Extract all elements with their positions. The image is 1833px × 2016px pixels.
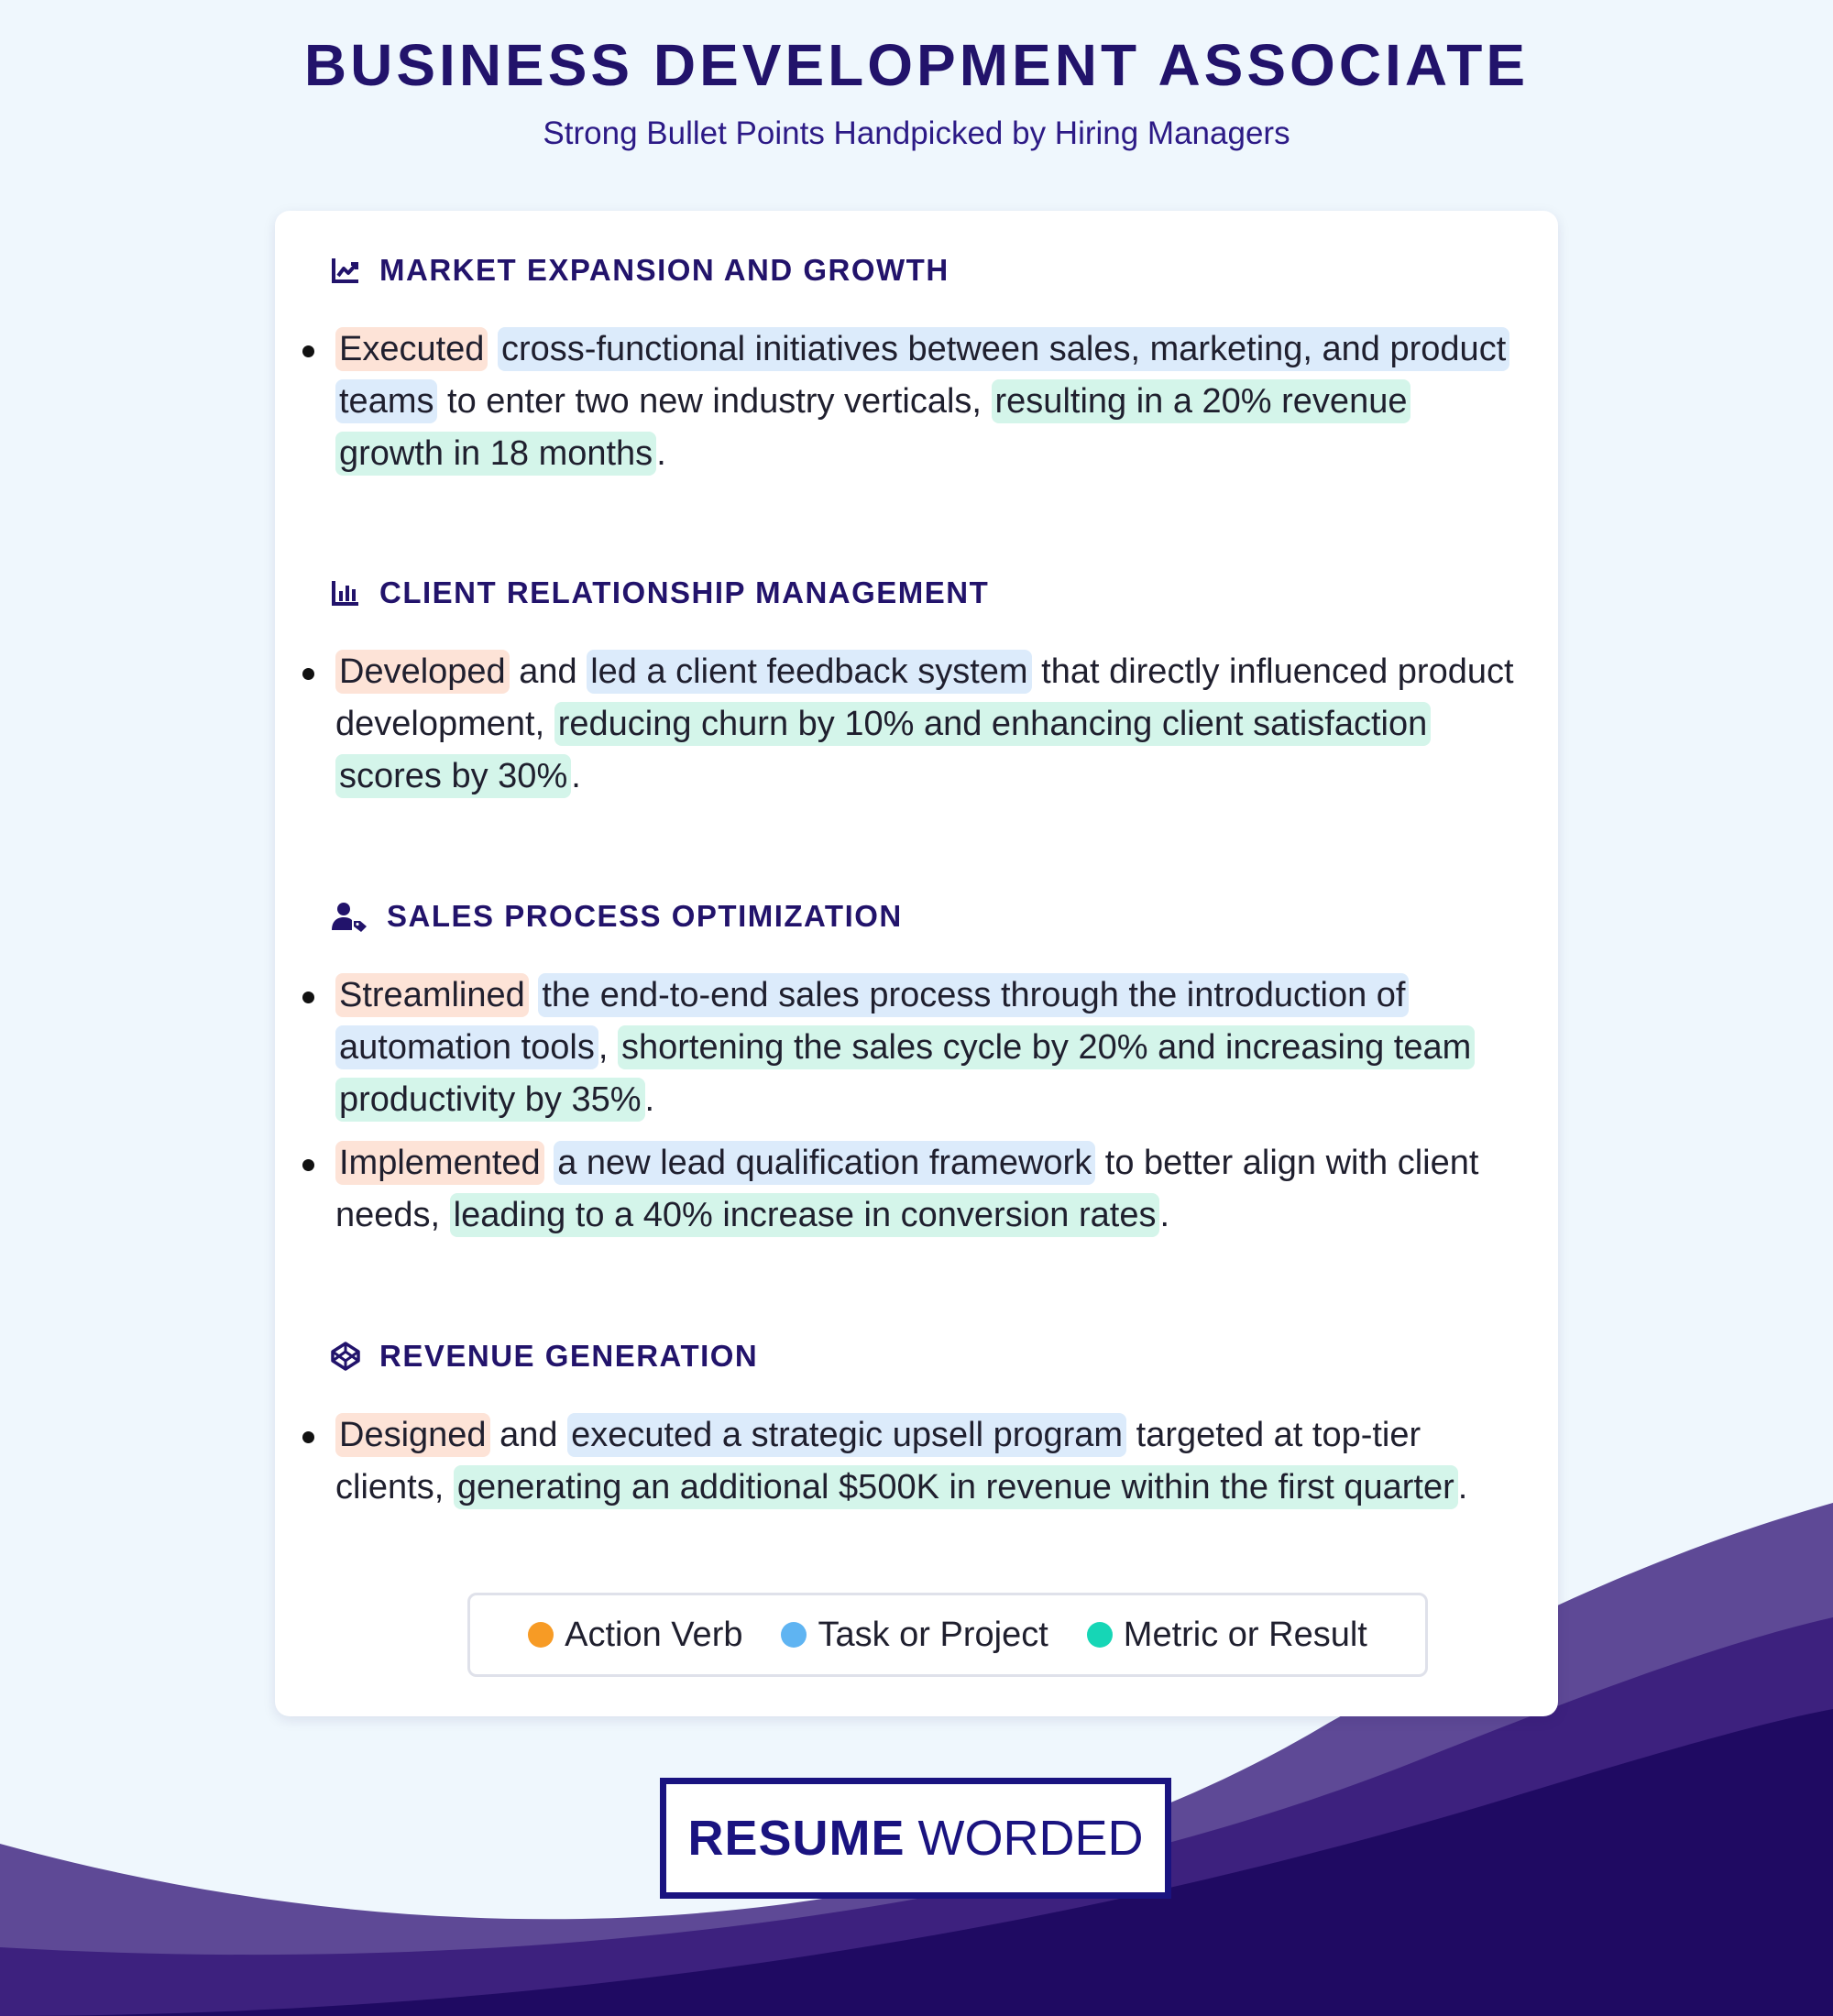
teal-dot-icon — [1087, 1622, 1113, 1648]
highlight-task: executed a strategic upsell program — [567, 1413, 1126, 1457]
bullet-item — [275, 1409, 1518, 1514]
section-title: CLIENT RELATIONSHIP MANAGEMENT — [379, 575, 990, 609]
brand-bold-text: RESUME — [687, 1811, 906, 1866]
legend-item-action-verb — [528, 1616, 742, 1655]
section-title: REVENUE GENERATION — [379, 1339, 759, 1373]
highlight-action: Executed — [335, 327, 488, 371]
bullet-text: to enter two new industry verticals, — [437, 382, 992, 421]
bullet-text: . — [1159, 1196, 1170, 1234]
user-tag-icon — [330, 901, 368, 932]
legend-label: Metric or Result — [1123, 1615, 1367, 1654]
bullet-list — [275, 646, 1558, 814]
highlight-task: led a client feedback system — [587, 650, 1031, 694]
bullet-list — [275, 1409, 1558, 1525]
highlight-metric: generating an additional $500K in revenue within the first quarter — [454, 1465, 1458, 1509]
highlight-task: a new lead qualification framework — [554, 1141, 1095, 1185]
bullet-text: targeted at top-tier clients, — [335, 1416, 1421, 1507]
resume-worded-logo[interactable] — [660, 1778, 1171, 1899]
section-header — [330, 575, 989, 611]
bullet-list — [275, 323, 1558, 491]
blue-dot-icon — [781, 1622, 807, 1648]
bullet-text: . — [644, 1080, 655, 1119]
highlight-metric: reducing churn by 10% and enhancing client satisfaction scores by 30% — [335, 702, 1431, 798]
legend-item-metric-result — [1087, 1616, 1367, 1655]
orange-dot-icon — [528, 1622, 554, 1648]
section-header — [330, 252, 949, 289]
highlight-metric: resulting in a 20% revenue growth in 18 months — [335, 379, 1410, 476]
bullet-item — [275, 970, 1518, 1126]
bullet-text: . — [571, 757, 581, 795]
highlight-action: Implemented — [335, 1141, 544, 1185]
highlight-task: the end-to-end sales process through the introduction of automation tools — [335, 973, 1409, 1069]
section-header — [330, 1338, 758, 1375]
section-header — [330, 898, 903, 935]
codepen-cube-icon — [330, 1341, 361, 1372]
bullet-item — [275, 1137, 1518, 1242]
bar-chart-icon — [330, 577, 361, 608]
highlight-task: cross-functional initiatives between sales, marketing, and product teams — [335, 327, 1509, 423]
legend-item-task-project — [781, 1616, 1048, 1655]
bullet-item — [275, 646, 1518, 803]
highlight-action: Designed — [335, 1413, 490, 1457]
bullet-text: to better align with client needs, — [335, 1144, 1479, 1234]
bullet-text: and — [489, 1416, 568, 1454]
bullet-text — [529, 976, 539, 1014]
page-title: BUSINESS DEVELOPMENT ASSOCIATE — [303, 32, 1530, 98]
brand-light-text: WORDED — [917, 1811, 1144, 1866]
bullet-text — [488, 330, 498, 368]
bullet-text: . — [1457, 1468, 1468, 1507]
bullet-text: that directly influenced product development, — [335, 652, 1514, 743]
bullet-text: and — [509, 652, 587, 691]
bullet-text: . — [656, 434, 666, 473]
highlight-metric: leading to a 40% increase in conversion rates — [450, 1193, 1160, 1237]
legend-label: Action Verb — [565, 1615, 743, 1654]
legend-label: Task or Project — [818, 1615, 1048, 1654]
section-title: MARKET EXPANSION AND GROWTH — [379, 253, 949, 287]
bullet-item — [275, 323, 1518, 480]
section-title: SALES PROCESS OPTIMIZATION — [387, 899, 903, 933]
highlight-action: Streamlined — [335, 973, 529, 1017]
bullet-text — [544, 1144, 554, 1182]
bullet-points-card — [275, 211, 1558, 1716]
line-chart-icon — [330, 255, 361, 286]
highlight-action: Developed — [335, 650, 510, 694]
bullet-text: , — [598, 1028, 618, 1067]
highlight-metric: shortening the sales cycle by 20% and increasing team productivity by 35% — [335, 1025, 1475, 1122]
page-subtitle: Strong Bullet Points Handpicked by Hiring Managers — [543, 115, 1290, 151]
highlight-legend — [467, 1593, 1428, 1677]
bullet-list — [275, 970, 1558, 1253]
